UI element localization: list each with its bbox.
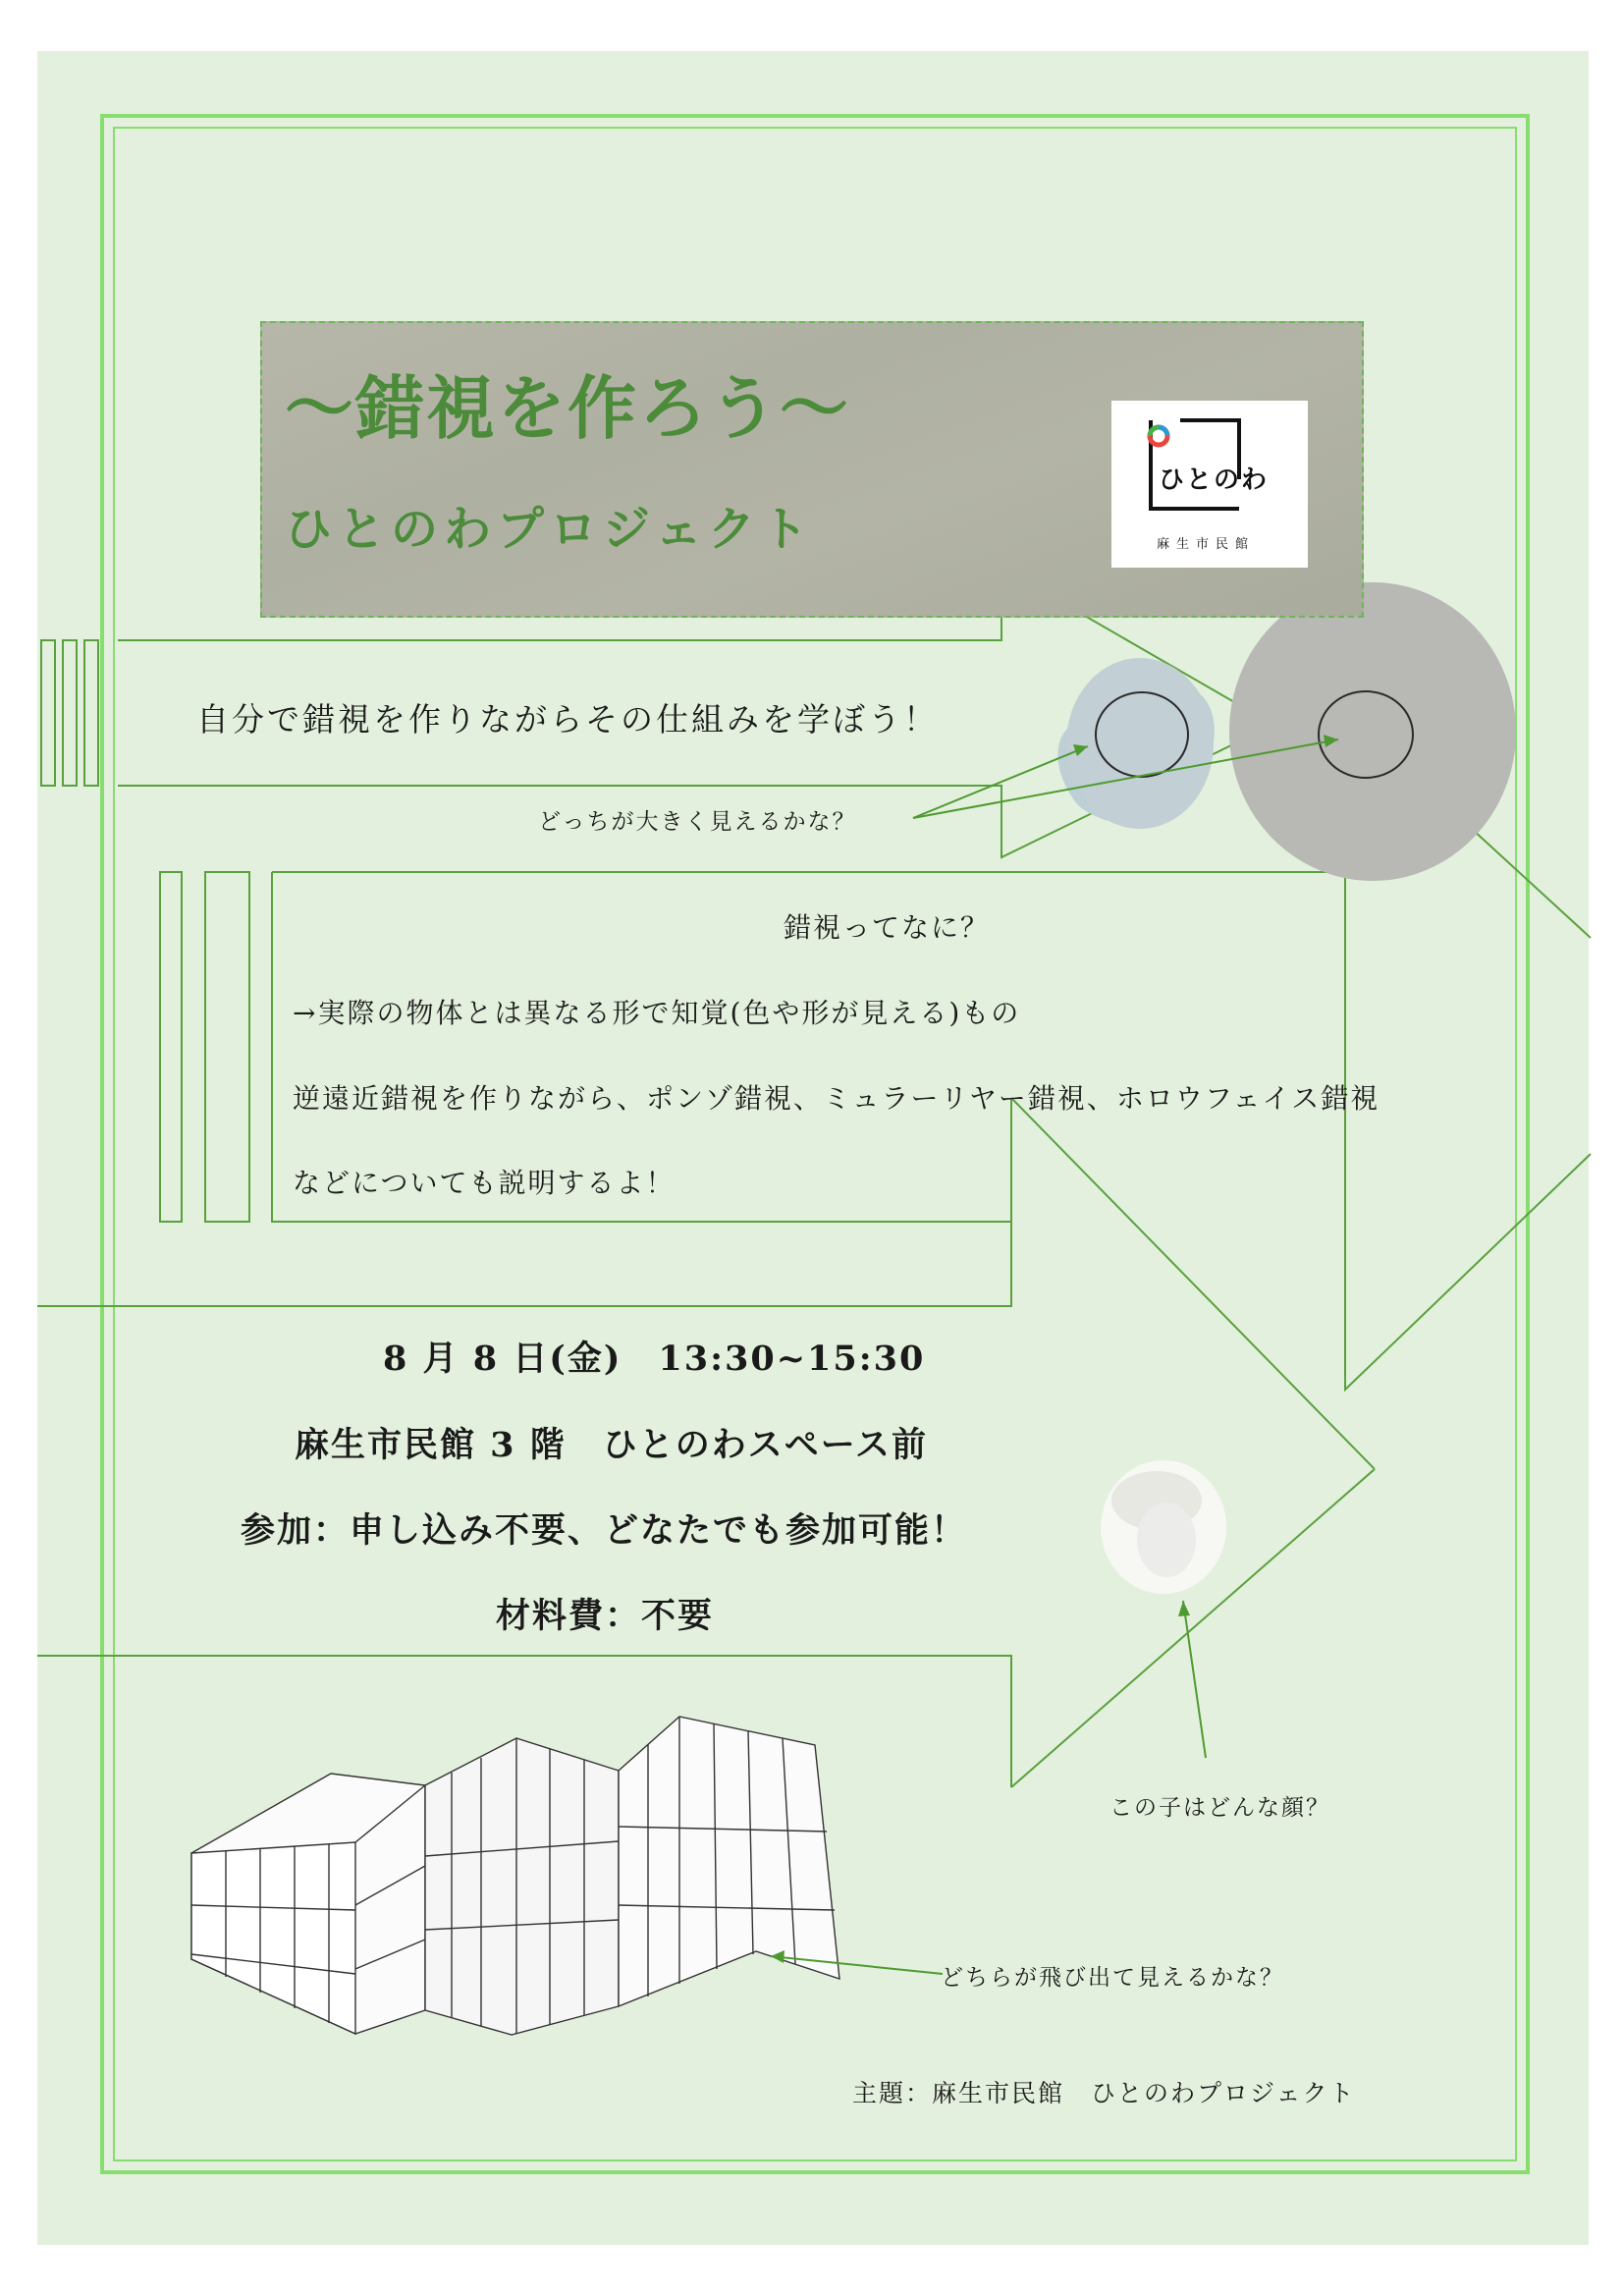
large-circle-photo (1229, 582, 1516, 881)
event-place: 麻生市民館 3 階 ひとのわスペース前 (295, 1425, 928, 1465)
event-date: 8 月 8 日(金) 13:30~15:30 (383, 1339, 926, 1379)
face-caption: この子はどんな顔？ (1109, 1795, 1330, 1821)
reverse-perspective-grid (191, 1717, 839, 2035)
arrow-middle-bar-1 (160, 872, 182, 1222)
intro-lead: 自分で錯視を作りながらその仕組みを学ぼう！ (196, 700, 939, 738)
arrow-top-bar-1 (41, 640, 55, 786)
page-subtitle: ひとのわプロジェクト (285, 502, 815, 557)
logo-org: 麻生市民館 (1157, 537, 1256, 552)
grid-caption: どちらが飛び出て見えるかな？ (941, 1965, 1284, 1991)
small-circle-photo (1066, 658, 1214, 829)
arrow-top-bar-2 (63, 640, 77, 786)
credit-line: 主題：麻生市民館 ひとのわプロジェクト (852, 2079, 1356, 2107)
arrow-top-bar-3 (84, 640, 98, 786)
arrow-middle-bar-2 (205, 872, 249, 1222)
event-fee: 材料費：不要 (496, 1596, 715, 1636)
circle-caption: どっちが大きく見えるかな？ (538, 809, 857, 835)
logo-name: ひとのわ (1159, 465, 1270, 495)
explanation-line-1: →実際の物体とは異なる形で知覚(色や形が見える)もの (293, 997, 1021, 1029)
explanation-heading: 錯視ってなに？ (784, 911, 991, 944)
page-title: 〜錯視を作ろう〜 (285, 367, 850, 449)
event-participation: 参加：申し込み不要、どなたでも参加可能！ (241, 1510, 968, 1551)
explanation-line-3: などについても説明するよ！ (293, 1167, 676, 1199)
explanation-line-2: 逆遠近錯視を作りながら、ポンゾ錯視、ミュラーリヤー錯視、ホロウフェイス錯視 (293, 1082, 1380, 1115)
